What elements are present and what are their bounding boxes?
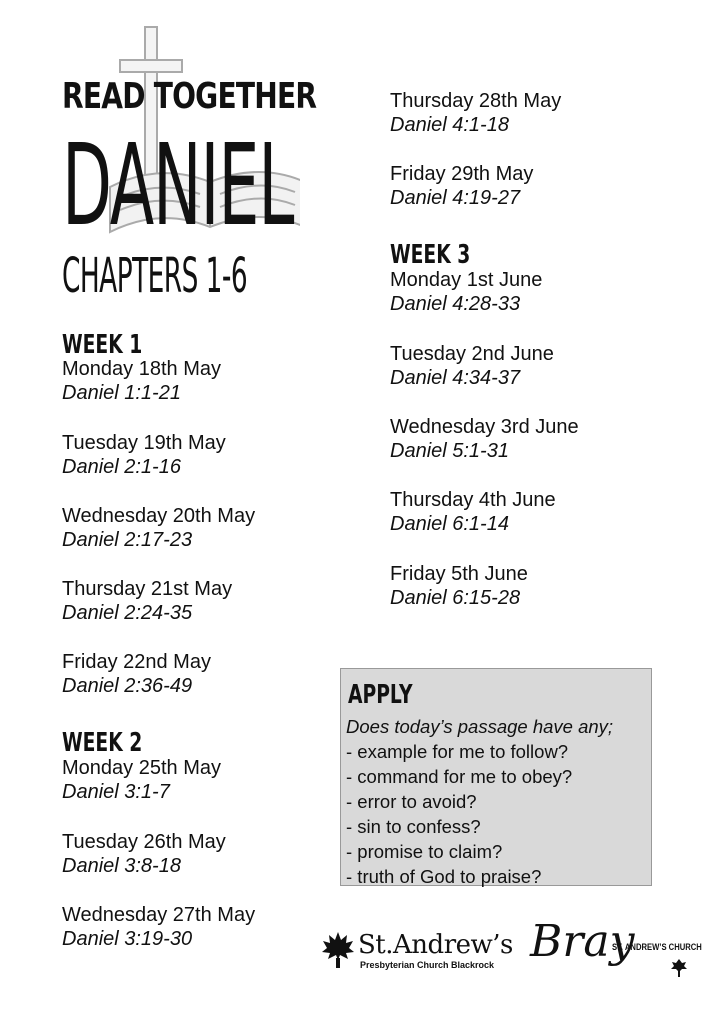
reading-passage: Daniel 5:1-31 bbox=[390, 440, 509, 462]
apply-item: - error to avoid? bbox=[346, 791, 477, 812]
reading-entry bbox=[62, 357, 221, 405]
reading-passage: Daniel 2:1-16 bbox=[62, 456, 181, 478]
apply-item: - promise to claim? bbox=[346, 841, 503, 862]
reading-day: Friday 22nd May bbox=[62, 651, 211, 673]
reading-day: Friday 29th May bbox=[390, 163, 534, 185]
tree-icon bbox=[670, 958, 688, 978]
reading-day: Tuesday 19th May bbox=[62, 432, 226, 454]
apply-heading: APPLY bbox=[348, 680, 413, 710]
reading-entry bbox=[62, 903, 255, 951]
reading-day: Monday 1st June bbox=[390, 269, 543, 291]
week-2-heading: WEEK 2 bbox=[62, 728, 143, 758]
reading-day: Wednesday 20th May bbox=[62, 505, 256, 527]
reading-passage: Daniel 6:15-28 bbox=[390, 587, 521, 609]
reading-day: Thursday 4th June bbox=[390, 489, 556, 511]
reading-entry bbox=[390, 268, 542, 316]
apply-list bbox=[346, 714, 613, 889]
reading-entry bbox=[62, 431, 226, 479]
reading-passage: Daniel 4:28-33 bbox=[390, 293, 521, 315]
page-title: READ TOGETHER bbox=[62, 76, 317, 117]
week-1-heading: WEEK 1 bbox=[62, 330, 143, 360]
reading-day: Monday 25th May bbox=[62, 757, 221, 779]
apply-item: - sin to confess? bbox=[346, 816, 481, 837]
reading-passage: Daniel 2:36-49 bbox=[62, 675, 193, 697]
st-andrews-logo-subtext: Presbyterian Church Blackrock bbox=[360, 960, 495, 970]
apply-item: - example for me to follow? bbox=[346, 741, 569, 762]
week-3-heading: WEEK 3 bbox=[390, 240, 471, 270]
reading-passage: Daniel 6:1-14 bbox=[390, 513, 509, 535]
reading-day: Tuesday 2nd June bbox=[390, 343, 554, 365]
reading-day: Thursday 21st May bbox=[62, 578, 233, 600]
reading-passage: Daniel 1:1-21 bbox=[62, 382, 181, 404]
reading-entry bbox=[390, 415, 579, 463]
bray-logo-text: Bray bbox=[530, 916, 635, 967]
reading-day: Wednesday 27th May bbox=[62, 904, 256, 926]
chapters-subtitle: CHAPTERS 1-6 bbox=[62, 248, 248, 304]
reading-day: Thursday 28th May bbox=[390, 90, 562, 112]
book-title: DANIEL bbox=[62, 121, 294, 251]
reading-entry bbox=[390, 162, 533, 210]
apply-item: - command for me to obey? bbox=[346, 766, 573, 787]
reading-passage: Daniel 3:1-7 bbox=[62, 781, 170, 803]
st-andrews-logo-text: St.Andrew’s bbox=[358, 930, 513, 960]
apply-question: Does today’s passage have any; bbox=[346, 716, 614, 737]
reading-day: Friday 5th June bbox=[390, 563, 528, 585]
reading-entry bbox=[390, 488, 556, 536]
reading-passage: Daniel 3:8-18 bbox=[62, 855, 181, 877]
reading-day: Wednesday 3rd June bbox=[390, 416, 579, 438]
reading-entry bbox=[62, 650, 211, 698]
reading-passage: Daniel 3:19-30 bbox=[62, 928, 193, 950]
reading-day: Tuesday 26th May bbox=[62, 831, 226, 853]
reading-entry bbox=[62, 830, 226, 878]
bray-logo-subtext: ST. ANDREW’S CHURCH bbox=[612, 942, 702, 952]
burning-bush-icon bbox=[320, 930, 356, 970]
reading-entry bbox=[62, 756, 221, 804]
reading-entry bbox=[62, 504, 255, 552]
reading-entry bbox=[390, 89, 561, 137]
reading-passage: Daniel 2:24-35 bbox=[62, 602, 193, 624]
reading-passage: Daniel 4:19-27 bbox=[390, 187, 521, 209]
reading-passage: Daniel 2:17-23 bbox=[62, 529, 193, 551]
reading-passage: Daniel 4:34-37 bbox=[390, 367, 521, 389]
reading-entry bbox=[390, 562, 528, 610]
reading-entry bbox=[390, 342, 554, 390]
reading-day: Monday 18th May bbox=[62, 358, 221, 380]
apply-item: - truth of God to praise? bbox=[346, 866, 542, 887]
reading-entry bbox=[62, 577, 232, 625]
reading-passage: Daniel 4:1-18 bbox=[390, 114, 509, 136]
